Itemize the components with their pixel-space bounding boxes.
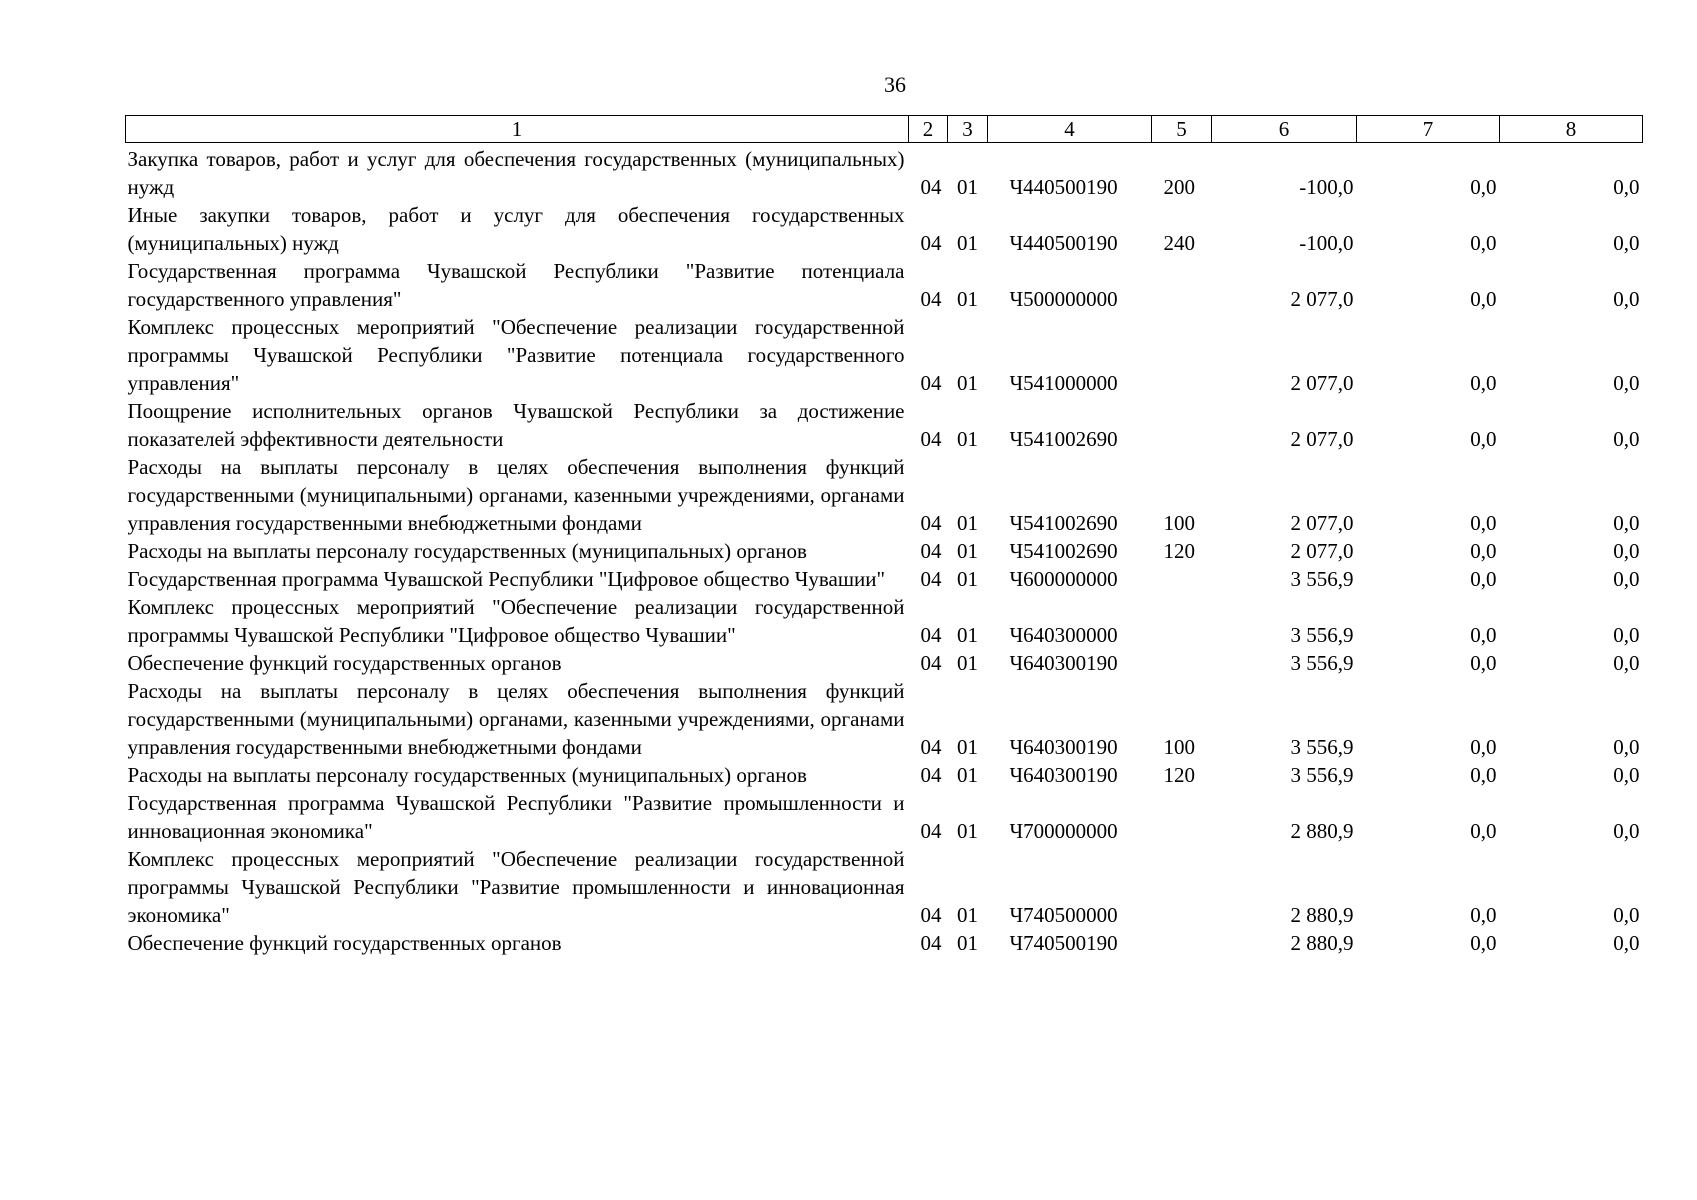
row-section: 04 <box>920 623 942 647</box>
row-amount-8: 0,0 <box>1613 819 1640 843</box>
row-amount-7: 0,0 <box>1470 511 1497 535</box>
row-target-code: Ч640300190 <box>1009 763 1118 787</box>
row-amount-6: 2 880,9 <box>1290 819 1354 843</box>
row-amount-8: 0,0 <box>1613 427 1640 451</box>
row-name: Закупка товаров, работ и услуг для обеспечения государственных (муниципальных) нужд <box>127 147 905 199</box>
row-amount-6: 3 556,9 <box>1290 735 1354 759</box>
row-amount-6: 2 077,0 <box>1290 371 1354 395</box>
table-row <box>126 593 1643 649</box>
row-subsection: 01 <box>957 763 978 787</box>
row-expense-type: 120 <box>1163 763 1195 787</box>
row-amount-8: 0,0 <box>1613 623 1640 647</box>
row-amount-6: 3 556,9 <box>1290 651 1354 675</box>
row-section: 04 <box>920 175 942 199</box>
row-amount-8: 0,0 <box>1613 511 1640 535</box>
row-amount-8: 0,0 <box>1613 763 1640 787</box>
row-amount-6: 2 077,0 <box>1290 427 1354 451</box>
table-row <box>126 565 1643 593</box>
header-col-2: 2 <box>909 116 948 143</box>
row-name: Обеспечение функций государственных органов <box>127 651 562 675</box>
row-subsection: 01 <box>957 931 978 955</box>
row-target-code: Ч600000000 <box>1009 567 1118 591</box>
row-amount-6: 3 556,9 <box>1290 763 1354 787</box>
header-row <box>126 116 1643 143</box>
row-amount-8: 0,0 <box>1613 735 1640 759</box>
row-amount-6: 2 077,0 <box>1290 511 1354 535</box>
table-row <box>126 845 1643 929</box>
budget-table <box>125 115 1643 957</box>
header-col-5: 5 <box>1152 116 1212 143</box>
table-row <box>126 537 1643 565</box>
row-name: Комплекс процессных мероприятий "Обеспечение реализации государственной программы Чувашской Республики "Развитие промышленности и инновационная экономика" <box>127 847 905 927</box>
table-row <box>126 453 1643 537</box>
row-target-code: Ч440500190 <box>1009 175 1118 199</box>
table-row <box>126 313 1643 397</box>
row-section: 04 <box>920 763 942 787</box>
table-row <box>126 761 1643 789</box>
row-amount-8: 0,0 <box>1613 567 1640 591</box>
row-section: 04 <box>920 427 942 451</box>
row-amount-7: 0,0 <box>1470 371 1497 395</box>
row-target-code: Ч640300000 <box>1009 623 1118 647</box>
row-section: 04 <box>920 651 942 675</box>
header-col-7: 7 <box>1357 116 1500 143</box>
row-section: 04 <box>920 371 942 395</box>
table-row <box>126 929 1643 957</box>
row-amount-8: 0,0 <box>1613 651 1640 675</box>
row-section: 04 <box>920 931 942 955</box>
page-number: 36 <box>884 72 906 97</box>
row-amount-7: 0,0 <box>1470 819 1497 843</box>
row-expense-type: 200 <box>1163 175 1195 199</box>
row-name: Обеспечение функций государственных органов <box>127 931 562 955</box>
row-section: 04 <box>920 511 942 535</box>
row-section: 04 <box>920 735 942 759</box>
row-expense-type <box>1152 593 1212 649</box>
row-expense-type <box>1152 313 1212 397</box>
row-subsection: 01 <box>957 511 978 535</box>
table-row <box>126 201 1643 257</box>
row-subsection: 01 <box>957 651 978 675</box>
row-amount-7: 0,0 <box>1470 567 1497 591</box>
row-name: Иные закупки товаров, работ и услуг для обеспечения государственных (муниципальных) нужд <box>127 203 905 255</box>
row-section: 04 <box>920 819 942 843</box>
row-name: Расходы на выплаты персоналу государственных (муниципальных) органов <box>127 763 807 787</box>
row-name: Государственная программа Чувашской Республики "Цифровое общество Чувашии" <box>127 567 886 591</box>
row-subsection: 01 <box>957 231 978 255</box>
row-name: Комплекс процессных мероприятий "Обеспечение реализации государственной программы Чувашской Республики "Цифровое общество Чувашии" <box>127 595 905 647</box>
row-expense-type: 120 <box>1163 539 1195 563</box>
row-target-code: Ч541002690 <box>1009 427 1118 451</box>
row-expense-type <box>1152 257 1212 313</box>
row-amount-8: 0,0 <box>1613 903 1640 927</box>
row-section: 04 <box>920 567 942 591</box>
table-row <box>126 397 1643 453</box>
table-row <box>126 649 1643 677</box>
row-expense-type: 100 <box>1163 735 1195 759</box>
row-subsection: 01 <box>957 623 978 647</box>
row-amount-8: 0,0 <box>1613 539 1640 563</box>
table-row <box>126 789 1643 845</box>
row-amount-6: -100,0 <box>1299 175 1354 199</box>
row-amount-7: 0,0 <box>1470 623 1497 647</box>
row-target-code: Ч740500190 <box>1009 931 1118 955</box>
row-target-code: Ч541000000 <box>1009 371 1118 395</box>
row-expense-type <box>1152 789 1212 845</box>
table-body <box>126 143 1643 958</box>
row-name: Поощрение исполнительных органов Чувашской Республики за достижение показателей эффективности деятельности <box>127 399 905 451</box>
row-section: 04 <box>920 231 942 255</box>
row-name: Государственная программа Чувашской Республики "Развитие промышленности и инновационная экономика" <box>127 791 905 843</box>
row-subsection: 01 <box>957 903 978 927</box>
row-amount-6: 2 077,0 <box>1290 539 1354 563</box>
row-expense-type <box>1152 845 1212 929</box>
header-col-4: 4 <box>988 116 1152 143</box>
row-amount-7: 0,0 <box>1470 903 1497 927</box>
row-section: 04 <box>920 539 942 563</box>
row-subsection: 01 <box>957 287 978 311</box>
row-name: Расходы на выплаты персоналу государственных (муниципальных) органов <box>127 539 807 563</box>
row-expense-type <box>1152 565 1212 593</box>
row-target-code: Ч740500000 <box>1009 903 1118 927</box>
header-col-8: 8 <box>1500 116 1643 143</box>
row-amount-8: 0,0 <box>1613 931 1640 955</box>
table-row <box>126 677 1643 761</box>
row-subsection: 01 <box>957 819 978 843</box>
row-target-code: Ч541002690 <box>1009 511 1118 535</box>
table-header <box>126 116 1643 143</box>
header-col-6: 6 <box>1212 116 1357 143</box>
row-amount-7: 0,0 <box>1470 231 1497 255</box>
row-amount-6: 2 880,9 <box>1290 903 1354 927</box>
row-amount-6: 3 556,9 <box>1290 623 1354 647</box>
row-target-code: Ч541002690 <box>1009 539 1118 563</box>
row-amount-7: 0,0 <box>1470 427 1497 451</box>
row-expense-type <box>1152 649 1212 677</box>
row-amount-8: 0,0 <box>1613 175 1640 199</box>
header-col-1: 1 <box>126 116 909 143</box>
header-col-3: 3 <box>948 116 988 143</box>
row-amount-7: 0,0 <box>1470 763 1497 787</box>
row-target-code: Ч440500190 <box>1009 231 1118 255</box>
row-subsection: 01 <box>957 567 978 591</box>
row-subsection: 01 <box>957 539 978 563</box>
row-expense-type: 240 <box>1163 231 1195 255</box>
row-amount-7: 0,0 <box>1470 539 1497 563</box>
row-amount-6: 2 880,9 <box>1290 931 1354 955</box>
row-subsection: 01 <box>957 371 978 395</box>
row-amount-6: 2 077,0 <box>1290 287 1354 311</box>
row-expense-type <box>1152 397 1212 453</box>
row-amount-6: 3 556,9 <box>1290 567 1354 591</box>
table-row <box>126 257 1643 313</box>
row-subsection: 01 <box>957 735 978 759</box>
row-target-code: Ч640300190 <box>1009 651 1118 675</box>
row-target-code: Ч500000000 <box>1009 287 1118 311</box>
row-amount-7: 0,0 <box>1470 175 1497 199</box>
row-section: 04 <box>920 287 942 311</box>
row-amount-7: 0,0 <box>1470 735 1497 759</box>
row-amount-8: 0,0 <box>1613 231 1640 255</box>
row-amount-7: 0,0 <box>1470 287 1497 311</box>
row-name: Расходы на выплаты персоналу в целях обеспечения выполнения функций государственными (муниципальными) органами, казенными учреждениями, органами управления государственными внебюджетными фондами <box>127 455 905 535</box>
row-subsection: 01 <box>957 427 978 451</box>
row-expense-type: 100 <box>1163 511 1195 535</box>
row-section: 04 <box>920 903 942 927</box>
row-amount-7: 0,0 <box>1470 931 1497 955</box>
row-name: Комплекс процессных мероприятий "Обеспечение реализации государственной программы Чувашской Республики "Развитие потенциала государственного управления" <box>127 315 905 395</box>
row-target-code: Ч640300190 <box>1009 735 1118 759</box>
row-target-code: Ч700000000 <box>1009 819 1118 843</box>
row-amount-8: 0,0 <box>1613 287 1640 311</box>
row-amount-7: 0,0 <box>1470 651 1497 675</box>
row-amount-6: -100,0 <box>1299 231 1354 255</box>
row-name: Расходы на выплаты персоналу в целях обеспечения выполнения функций государственными (муниципальными) органами, казенными учреждениями, органами управления государственными внебюджетными фондами <box>127 679 905 759</box>
row-expense-type <box>1152 929 1212 957</box>
table-row <box>126 143 1643 202</box>
row-subsection: 01 <box>957 175 978 199</box>
row-amount-8: 0,0 <box>1613 371 1640 395</box>
row-name: Государственная программа Чувашской Республики "Развитие потенциала государственного управления" <box>127 259 905 311</box>
